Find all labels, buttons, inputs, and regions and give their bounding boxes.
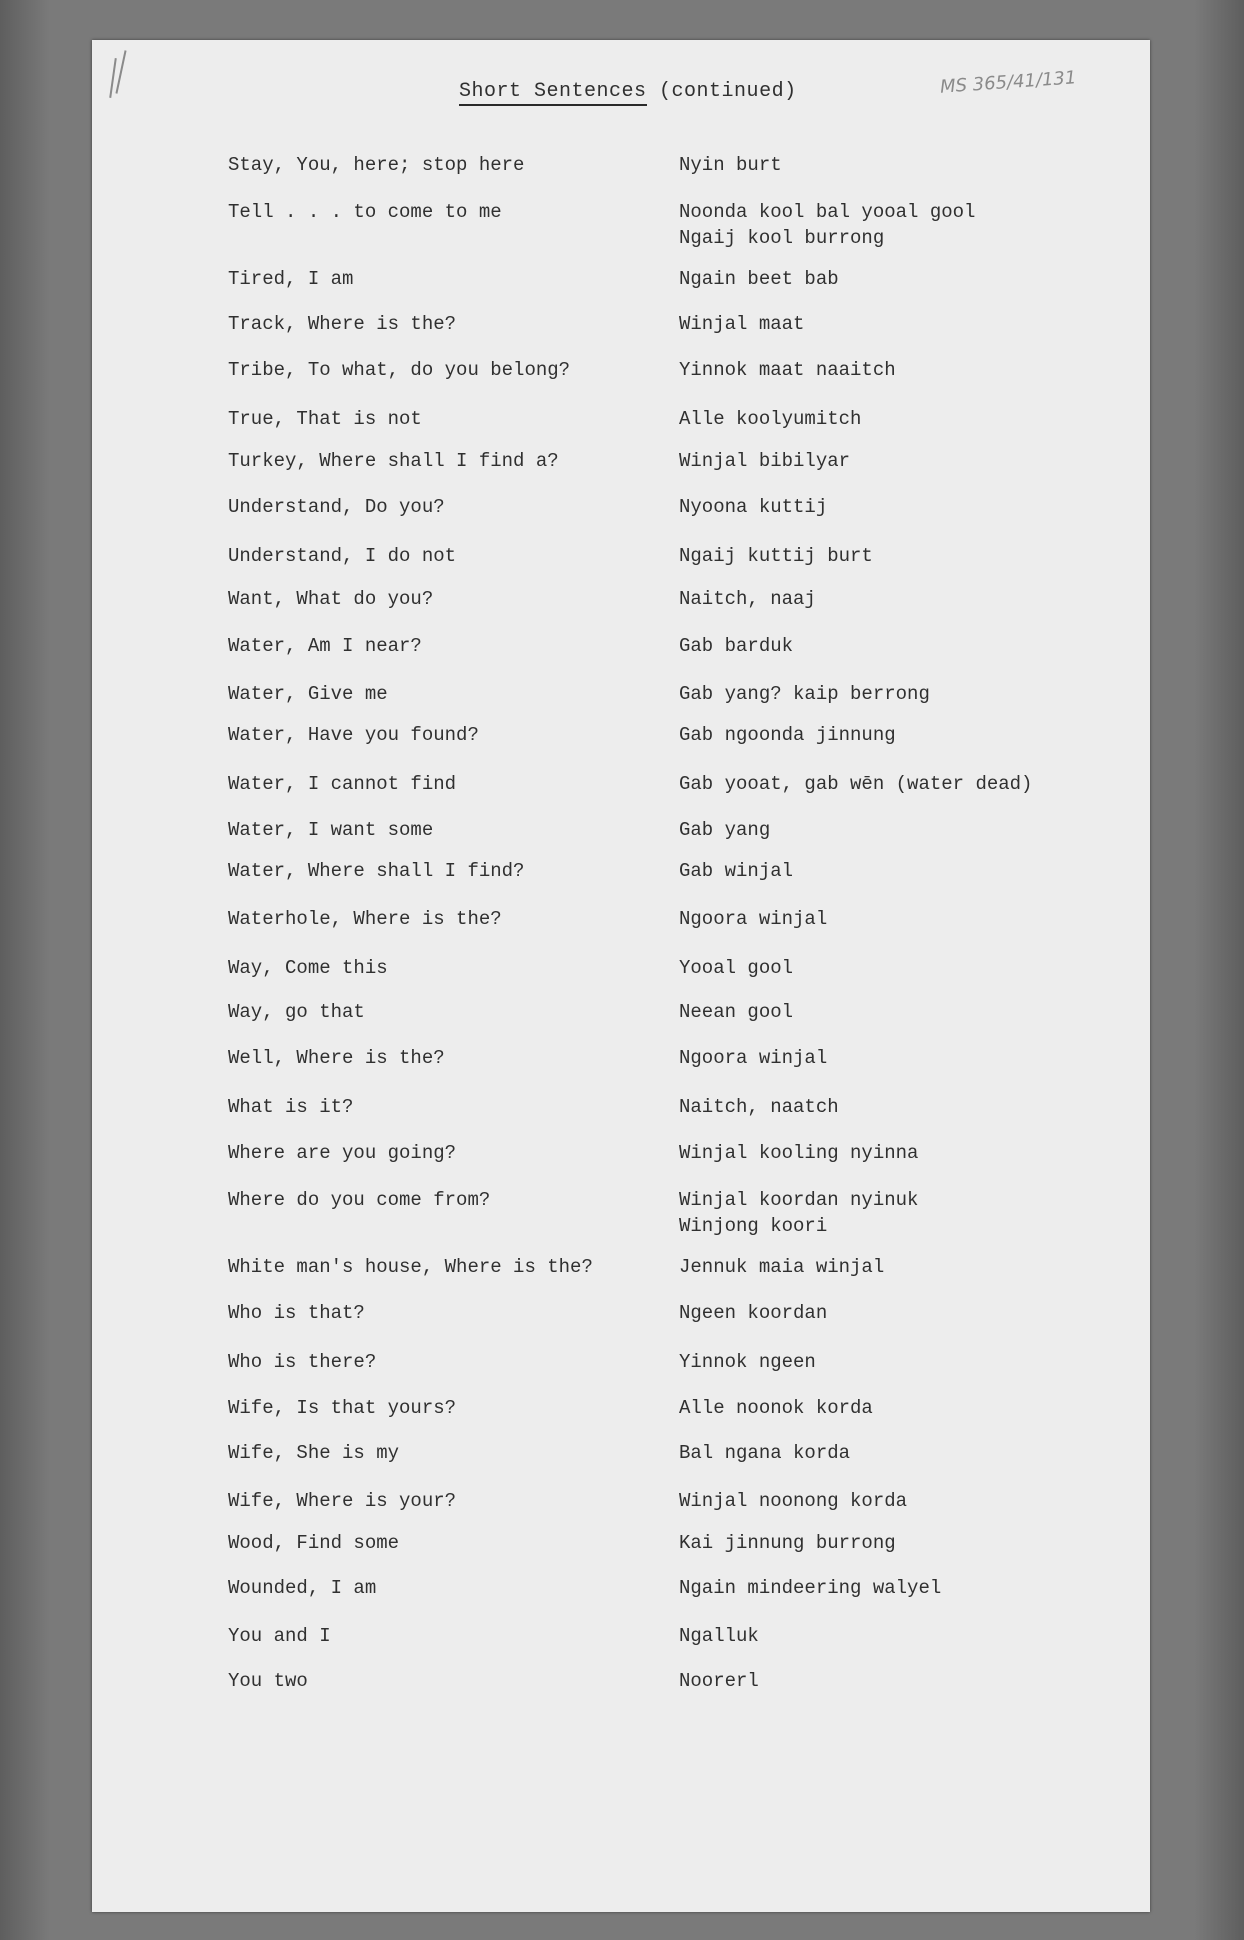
native-line: Gab yang? kaip berrong <box>679 683 930 705</box>
native-line: Ngalluk <box>679 1625 759 1647</box>
native-line: Jennuk maia winjal <box>679 1256 885 1278</box>
english-phrase: Water, Where shall I find? <box>228 860 525 882</box>
native-line: Naitch, naatch <box>679 1096 839 1118</box>
english-phrase: Wife, Where is your? <box>228 1490 457 1512</box>
english-phrase: Understand, Do you? <box>228 496 445 518</box>
native-phrase <box>679 266 839 292</box>
english-phrase: Well, Where is the? <box>228 1047 445 1069</box>
native-phrase <box>679 448 850 474</box>
title-suffix: (continued) <box>659 80 797 103</box>
native-line: Alle koolyumitch <box>679 408 862 430</box>
english-phrase: Tired, I am <box>228 268 354 290</box>
native-phrase <box>679 722 896 748</box>
english-phrase: Tribe, To what, do you belong? <box>228 359 571 381</box>
page-title <box>459 80 797 103</box>
document-page <box>92 40 1150 1912</box>
native-line: Winjal maat <box>679 313 805 335</box>
english-phrase: Water, I want some <box>228 819 434 841</box>
english-phrase: Who is that? <box>228 1302 365 1324</box>
native-phrase <box>679 906 827 932</box>
native-line: Noorerl <box>679 1670 759 1692</box>
native-phrase <box>679 1575 941 1601</box>
native-line: Yooal gool <box>679 957 794 979</box>
native-line: Ngoora winjal <box>679 1047 828 1069</box>
margin-mark <box>115 50 126 93</box>
english-phrase: You two <box>228 1670 308 1692</box>
native-line: Naitch, naaj <box>679 588 816 610</box>
english-phrase: Wife, Is that yours? <box>228 1397 457 1419</box>
native-line: Nyoona kuttij <box>679 496 828 518</box>
native-line: Ngeen koordan <box>679 1302 828 1324</box>
native-line: Winjal bibilyar <box>679 450 851 472</box>
native-line: Gab yooat, gab wēn (water dead) <box>679 773 1033 795</box>
native-phrase <box>679 1623 759 1649</box>
native-line: Yinnok ngeen <box>679 1351 816 1373</box>
native-line: Ngain mindeering walyel <box>679 1577 942 1599</box>
native-line: Gab ngoonda jinnung <box>679 724 896 746</box>
native-phrase <box>679 817 770 843</box>
english-phrase: Tell . . . to come to me <box>228 201 502 223</box>
native-line: Ngaij kuttij burt <box>679 545 873 567</box>
native-phrase <box>679 1140 918 1166</box>
english-phrase: Where do you come from? <box>228 1189 491 1211</box>
english-phrase: Way, go that <box>228 1001 365 1023</box>
english-phrase: Turkey, Where shall I find a? <box>228 450 559 472</box>
native-phrase <box>679 681 930 707</box>
native-phrase <box>679 1300 827 1326</box>
native-line: Noonda kool bal yooal gool <box>679 201 976 223</box>
native-line: Gab winjal <box>679 860 794 882</box>
english-phrase: You and I <box>228 1625 331 1647</box>
english-phrase: Want, What do you? <box>228 588 434 610</box>
native-phrase <box>679 1349 816 1375</box>
native-phrase <box>679 955 793 981</box>
english-phrase: Waterhole, Where is the? <box>228 908 502 930</box>
native-phrase <box>679 1668 759 1694</box>
native-line: Alle noonok korda <box>679 1397 873 1419</box>
english-phrase: What is it? <box>228 1096 354 1118</box>
native-phrase <box>679 586 816 612</box>
native-line: Winjong koori <box>679 1215 828 1237</box>
native-phrase <box>679 1395 873 1421</box>
native-line: Ngoora winjal <box>679 908 828 930</box>
native-phrase <box>679 1045 827 1071</box>
english-phrase: Stay, You, here; stop here <box>228 154 525 176</box>
native-line: Ngain beet bab <box>679 268 839 290</box>
archive-reference: MS 365/41/131 <box>939 67 1078 98</box>
native-phrase <box>679 543 873 569</box>
native-line: Gab barduk <box>679 635 794 657</box>
english-phrase: Water, Am I near? <box>228 635 422 657</box>
native-phrase <box>679 357 896 383</box>
english-phrase: Wounded, I am <box>228 1577 377 1599</box>
native-line: Bal ngana korda <box>679 1442 851 1464</box>
native-phrase <box>679 771 1032 797</box>
native-line: Gab yang <box>679 819 771 841</box>
native-line: Kai jinnung burrong <box>679 1532 896 1554</box>
english-phrase: Water, Have you found? <box>228 724 479 746</box>
native-phrase <box>679 311 804 337</box>
native-line: Winjal noonong korda <box>679 1490 908 1512</box>
english-phrase: Where are you going? <box>228 1142 457 1164</box>
native-phrase <box>679 1187 918 1239</box>
english-phrase: Who is there? <box>228 1351 377 1373</box>
native-line: Yinnok maat naaitch <box>679 359 896 381</box>
native-line: Nyin burt <box>679 154 782 176</box>
english-phrase: Understand, I do not <box>228 545 457 567</box>
english-phrase: True, That is not <box>228 408 422 430</box>
title-main: Short Sentences <box>459 80 647 106</box>
english-phrase: Water, Give me <box>228 683 388 705</box>
native-phrase <box>679 1488 907 1514</box>
native-phrase <box>679 1094 839 1120</box>
english-phrase: Track, Where is the? <box>228 313 457 335</box>
native-phrase <box>679 152 782 178</box>
native-phrase <box>679 858 793 884</box>
native-phrase <box>679 406 861 432</box>
native-phrase <box>679 199 975 251</box>
native-line: Winjal kooling nyinna <box>679 1142 919 1164</box>
native-phrase <box>679 999 793 1025</box>
english-phrase: White man's house, Where is the? <box>228 1256 593 1278</box>
english-phrase: Water, I cannot find <box>228 773 457 795</box>
native-line: Winjal koordan nyinuk <box>679 1189 919 1211</box>
native-phrase <box>679 633 793 659</box>
native-phrase <box>679 494 827 520</box>
english-phrase: Way, Come this <box>228 957 388 979</box>
english-phrase: Wife, She is my <box>228 1442 400 1464</box>
english-phrase: Wood, Find some <box>228 1532 400 1554</box>
native-line: Ngaij kool burrong <box>679 227 885 249</box>
native-phrase <box>679 1440 850 1466</box>
native-phrase <box>679 1530 896 1556</box>
native-phrase <box>679 1254 884 1280</box>
native-line: Neean gool <box>679 1001 794 1023</box>
